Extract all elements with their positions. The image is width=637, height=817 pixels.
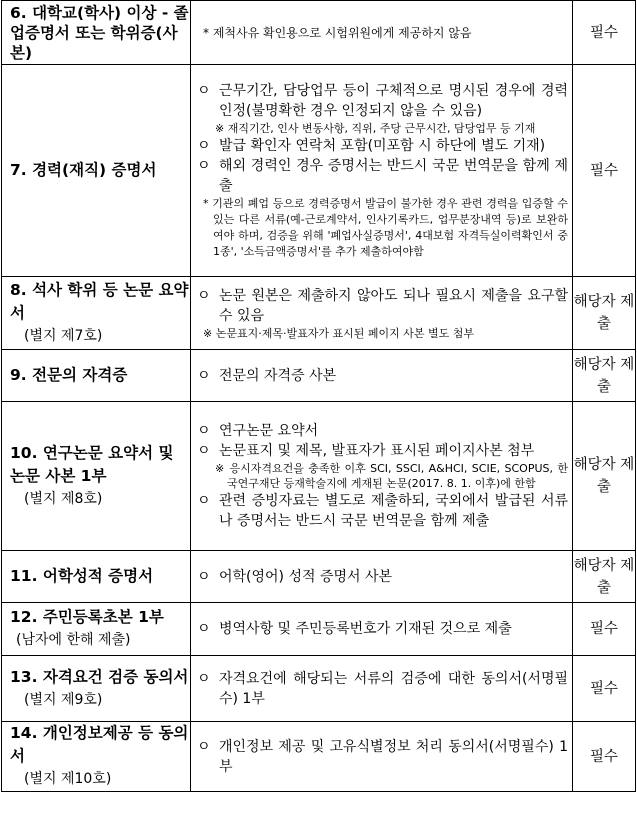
bullet-icon: ㅇ	[197, 138, 211, 154]
item-title-text: 7. 경력(재직) 증명서	[10, 161, 157, 179]
list-item	[197, 366, 568, 386]
item-details	[191, 65, 573, 277]
list-item-text: 병역사항 및 주민등록번호가 기재된 것으로 제출	[219, 621, 512, 637]
item-subtitle: (별지 제10호)	[24, 771, 112, 787]
item-title	[2, 65, 191, 277]
note-text: ※ 응시자격요건을 충족한 이후 SCI, SSCI, A&HCI, SCIE, SCOPUS, 한국연구재단 등재학술지에 게재된 논문(2017. 8. 1. 이후)에 한함	[215, 462, 568, 490]
item-details	[191, 277, 573, 350]
list-item-text: 개인정보 제공 및 고유식별정보 처리 동의서(서명필수) 1부	[219, 738, 568, 775]
bullet-icon: ㅇ	[197, 670, 211, 687]
table-row	[2, 656, 636, 722]
item-title-text: 10. 연구논문 요약서 및 논문 사본 1부	[10, 443, 174, 485]
list-item-text: 연구논문 요약서	[219, 423, 319, 439]
item-title	[2, 1, 191, 65]
item-title-text: 11. 어학성적 증명서	[10, 567, 154, 585]
bullet-icon: ㅇ	[197, 367, 211, 384]
requirement-badge: 필수	[573, 603, 636, 656]
item-details	[191, 603, 573, 656]
bullet-icon: ㅇ	[197, 158, 211, 174]
list-item	[197, 737, 568, 777]
table-row	[2, 551, 636, 603]
requirement-badge: 필수	[573, 656, 636, 722]
list-item	[197, 136, 568, 156]
list-item-text: 해외 경력인 경우 증명서는 반드시 국문 번역문을 함께 제출	[219, 158, 568, 194]
item-title	[2, 551, 191, 603]
item-subtitle: (별지 제9호)	[24, 691, 103, 708]
item-details	[191, 402, 573, 551]
item-title-text: 6. 대학교(학사) 이상 - 졸업증명서 또는 학위증(사본)	[10, 3, 189, 62]
list-item	[197, 491, 568, 531]
list-item	[197, 421, 568, 441]
item-title	[2, 656, 191, 722]
requirements-table	[1, 0, 636, 792]
item-details	[191, 1, 573, 65]
table-row	[2, 65, 636, 277]
list-item	[197, 441, 568, 461]
bullet-icon: ㅇ	[197, 493, 211, 509]
requirement-badge: 해당자 제출	[573, 277, 636, 350]
table-row	[2, 277, 636, 350]
list-item	[197, 619, 568, 639]
bullet-icon: ㅇ	[197, 287, 211, 304]
item-subtitle: (별지 제7호)	[24, 327, 103, 344]
table-row	[2, 1, 636, 65]
item-title-text: 9. 전문의 자격증	[10, 366, 128, 384]
table-row	[2, 350, 636, 402]
item-subtitle: (남자에 한해 제출)	[16, 632, 131, 648]
bullet-icon: ㅇ	[197, 423, 211, 439]
item-title-text: 8. 석사 학위 등 논문 요약서	[10, 280, 189, 322]
item-title	[2, 603, 191, 656]
list-item	[197, 81, 568, 121]
item-details	[191, 722, 573, 792]
table-row	[2, 603, 636, 656]
item-title	[2, 350, 191, 402]
list-item-text: 근무기간, 담당업무 등이 구체적으로 명시된 경우에 경력 인정(불명확한 경우 인정되지 않을 수 있음)	[219, 83, 568, 119]
bullet-icon: ㅇ	[197, 738, 211, 755]
list-item	[197, 567, 568, 587]
note-text: * 기관의 폐업 등으로 경력증명서 발급이 불가한 경우 관련 경력을 입증할 수 있는 다른 서류(예-근로계약서, 인사기록카드, 업무분장내역 등)로 보완하여야 하며, 검증을 위해 '폐업사실증명서', 4대보험 자격득실이력확인서 중 1종', '소득금액증명서'를 추가 제출하여야함	[203, 197, 568, 258]
item-title	[2, 277, 191, 350]
requirement-badge: 해당자 제출	[573, 350, 636, 402]
requirement-badge: 해당자 제출	[573, 551, 636, 603]
item-details	[191, 350, 573, 402]
list-item	[197, 156, 568, 196]
list-item-text: 발급 확인자 연락처 포함(미포함 시 하단에 별도 기재)	[219, 138, 546, 154]
requirement-badge: 필수	[573, 65, 636, 277]
list-item-text: 관련 증빙자료는 별도로 제출하되, 국외에서 발급된 서류나 증명서는 반드시 국문 번역문을 함께 제출	[219, 493, 568, 529]
bullet-icon: ㅇ	[197, 568, 211, 585]
item-title-text: 14. 개인정보제공 등 동의서	[10, 724, 189, 765]
list-item-text: 자격요건에 해당되는 서류의 검증에 대한 동의서(서명필수) 1부	[219, 670, 568, 707]
note-text: ※ 재직기간, 인사 변동사항, 직위, 주당 근무시간, 담당업무 등 기재	[215, 122, 536, 135]
bullet-icon: ㅇ	[197, 83, 211, 99]
item-details	[191, 551, 573, 603]
bullet-icon: ㅇ	[197, 621, 211, 637]
table-row	[2, 402, 636, 551]
requirement-badge: 필수	[573, 1, 636, 65]
item-details	[191, 656, 573, 722]
note-text: ※ 논문표지·제목·발표자가 표시된 페이지 사본 별도 첨부	[203, 326, 474, 340]
item-title-text: 13. 자격요건 검증 동의서	[10, 667, 189, 686]
requirement-badge: 필수	[573, 722, 636, 792]
item-title	[2, 722, 191, 792]
item-subtitle: (별지 제8호)	[24, 490, 103, 507]
list-item	[197, 286, 568, 326]
list-item-text: 어학(영어) 성적 증명서 사본	[219, 568, 393, 585]
bullet-icon: ㅇ	[197, 443, 211, 459]
list-item-text: 논문 원본은 제출하지 않아도 되나 필요시 제출을 요구할 수 있음	[219, 287, 568, 324]
note-text: * 제척사유 확인용으로 시험위원에게 제공하지 않음	[203, 25, 472, 40]
table-row	[2, 722, 636, 792]
list-item	[197, 669, 568, 709]
list-item-text: 논문표지 및 제목, 발표자가 표시된 페이지사본 첨부	[219, 443, 535, 459]
item-title	[2, 402, 191, 551]
requirement-badge: 해당자 제출	[573, 402, 636, 551]
item-title-text: 12. 주민등록초본 1부	[10, 608, 164, 626]
list-item-text: 전문의 자격증 사본	[219, 367, 337, 384]
